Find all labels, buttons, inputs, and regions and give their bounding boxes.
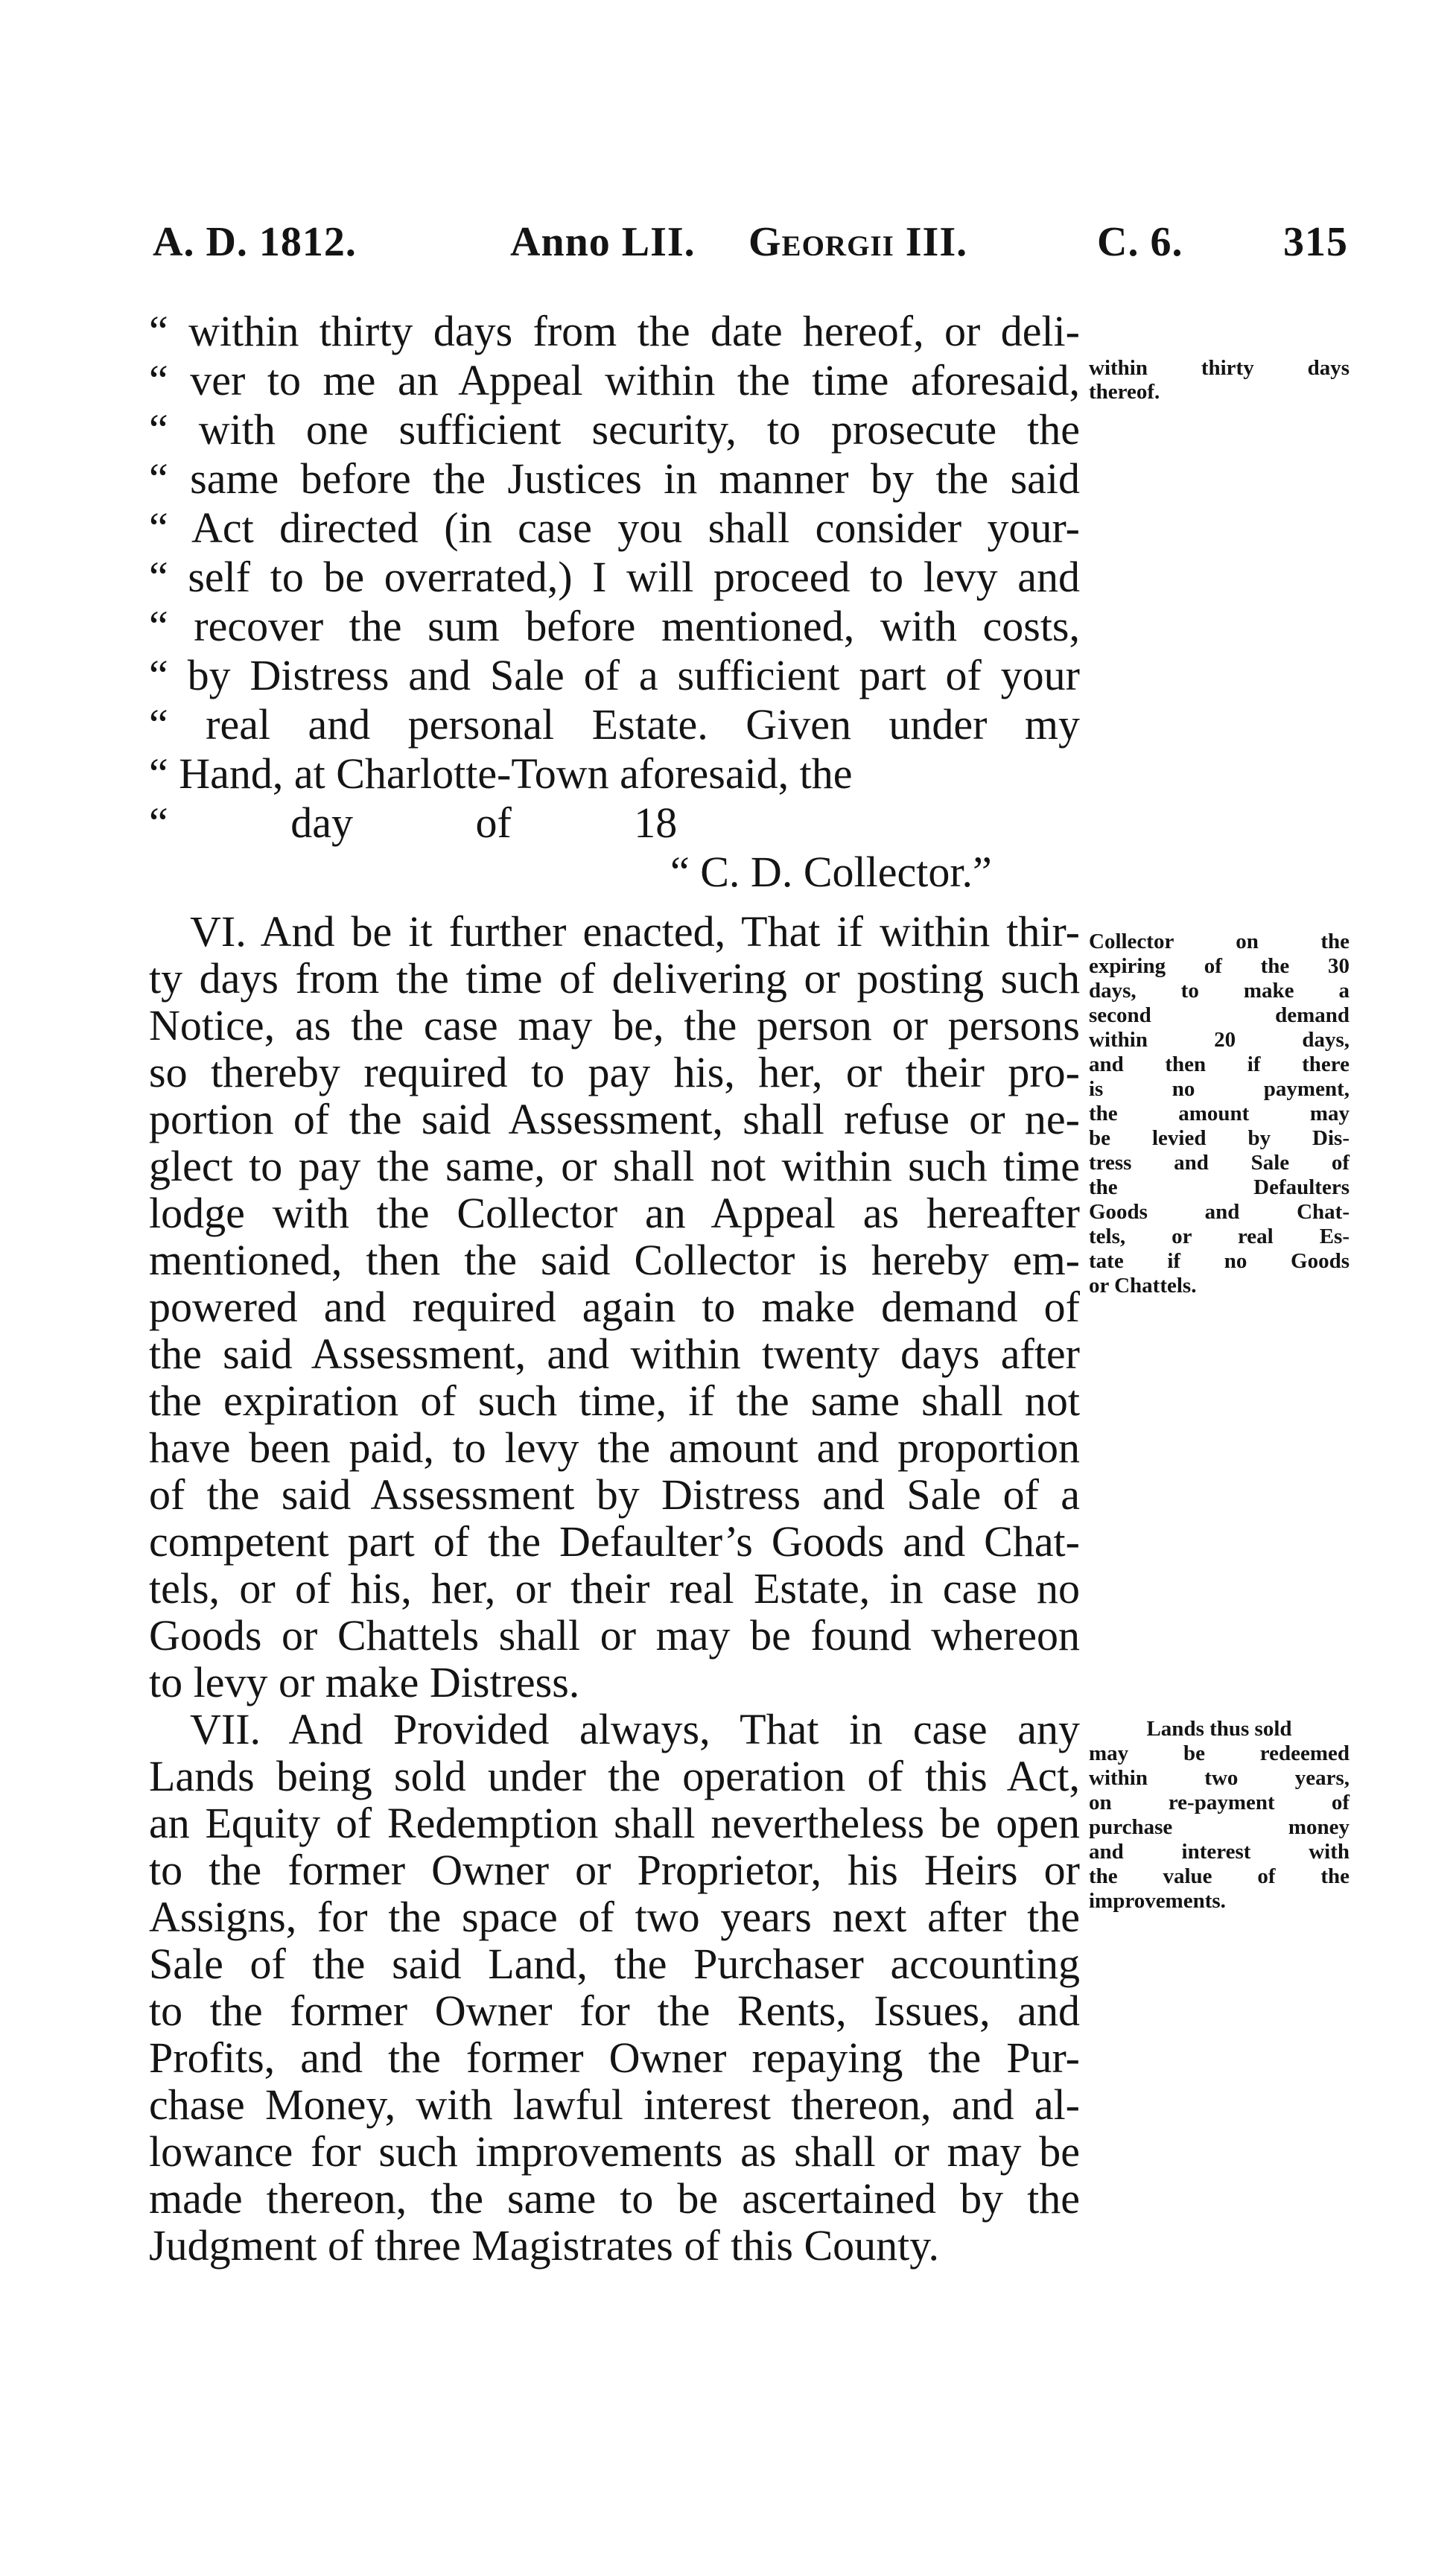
marginal-note-line: on re-payment of — [1089, 1791, 1349, 1814]
marginal-note-line: within two years, — [1089, 1766, 1349, 1790]
text-line: “ day of 18 — [149, 798, 678, 847]
marginal-note-line: within thirty days — [1089, 356, 1349, 380]
text-line: Goods or Chattels shall or may be found whereon — [149, 1611, 1080, 1660]
text-line: have been paid, to levy the amount and proportion — [149, 1423, 1080, 1472]
marginal-note-line: Collector on the — [1089, 930, 1349, 953]
header-chapter: C. 6. — [1097, 219, 1183, 265]
text-line: competent part of the Defaulter’s Goods and Chat- — [149, 1517, 1080, 1566]
header-reign: Georgii III. — [748, 219, 968, 265]
marginal-note-line: is no payment, — [1089, 1077, 1349, 1101]
text-line: to levy or make Distress. — [149, 1658, 580, 1706]
text-line: Assigns, for the space of two years next after the — [149, 1893, 1080, 1941]
text-line: Profits, and the former Owner repaying the Pur- — [149, 2033, 1080, 2082]
text-line: the expiration of such time, if the same shall not — [149, 1376, 1080, 1425]
text-line: powered and required again to make demand of — [149, 1283, 1080, 1331]
text-line: “ by Distress and Sale of a sufficient part of your — [149, 651, 1080, 699]
marginal-note-line: tress and Sale of — [1089, 1151, 1349, 1175]
running-header — [153, 218, 1348, 278]
text-line: Lands being sold under the operation of this Act, — [149, 1752, 1080, 1800]
text-line: Sale of the said Land, the Purchaser accounting — [149, 1940, 1080, 1988]
text-line: “ Act directed (in case you shall consider your- — [149, 504, 1080, 552]
marginal-note-line: tate if no Goods — [1089, 1249, 1349, 1273]
text-line: to the former Owner or Proprietor, his Heirs or — [149, 1846, 1080, 1894]
text-line: ty days from the time of delivering or posting such — [149, 954, 1080, 1003]
text-line: “ Hand, at Charlotte-Town aforesaid, the — [149, 749, 853, 798]
marginal-note-line: expiring of the 30 — [1089, 954, 1349, 978]
marginal-note-line: tels, or real Es- — [1089, 1225, 1349, 1248]
text-line: “ ver to me an Appeal within the time aforesaid, — [149, 356, 1080, 404]
text-line: so thereby required to pay his, her, or their pro- — [149, 1048, 1080, 1096]
section-vi-start: VI. And be it further enacted, That if within thir- — [190, 907, 1080, 956]
text-line: “ real and personal Estate. Given under my — [149, 700, 1080, 749]
marginal-note-line: or Chattels. — [1089, 1274, 1197, 1298]
text-line: “ within thirty days from the date hereof, or deli- — [149, 307, 1080, 355]
marginal-note-line: improvements. — [1089, 1889, 1226, 1913]
text-line: chase Money, with lawful interest thereon, and al- — [149, 2080, 1080, 2129]
text-line: glect to pay the same, or shall not within such time — [149, 1142, 1080, 1190]
marginal-note-line: second demand — [1089, 1003, 1349, 1027]
text-line: “ same before the Justices in manner by the said — [149, 454, 1080, 503]
marginal-note-line: thereof. — [1089, 380, 1160, 404]
marginal-note-line: be levied by Dis- — [1089, 1126, 1349, 1150]
text-line: made thereon, the same to be ascertained by the — [149, 2174, 1080, 2223]
marginal-note-line: the value of the — [1089, 1864, 1349, 1888]
text-line: to the former Owner for the Rents, Issues, and — [149, 1987, 1080, 2035]
header-anno: Anno LII. — [510, 219, 696, 265]
marginal-note-line: the amount may — [1089, 1102, 1349, 1125]
text-line: the said Assessment, and within twenty days after — [149, 1330, 1080, 1378]
marginal-note-line: may be redeemed — [1089, 1741, 1349, 1765]
text-line: “ self to be overrated,) I will proceed to levy and — [149, 553, 1080, 601]
marginal-note-line: and then if there — [1089, 1052, 1349, 1076]
text-line: an Equity of Redemption shall nevertheless be open — [149, 1799, 1080, 1847]
text-line: “ with one sufficient security, to prosecute the — [149, 405, 1080, 454]
text-line: lodge with the Collector an Appeal as hereafter — [149, 1189, 1080, 1237]
marginal-note-line: Lands thus sold — [1146, 1717, 1292, 1741]
text-line: “ recover the sum before mentioned, with costs, — [149, 602, 1080, 650]
marginal-note-line: Goods and Chat- — [1089, 1200, 1349, 1224]
text-line: of the said Assessment by Distress and Sale of a — [149, 1470, 1080, 1519]
text-line: Notice, as the case may be, the person or persons — [149, 1001, 1080, 1049]
page-number: 315 — [1283, 219, 1348, 265]
header-date: A. D. 1812. — [153, 219, 357, 265]
text-line: Judgment of three Magistrates of this County. — [149, 2221, 940, 2270]
text-line: portion of the said Assessment, shall refuse or ne- — [149, 1095, 1080, 1143]
marginal-note-line: days, to make a — [1089, 979, 1349, 1003]
text-line: tels, or of his, her, or their real Estate, in case no — [149, 1564, 1080, 1613]
marginal-note-line: purchase money — [1089, 1815, 1349, 1839]
marginal-note-line: the Defaulters — [1089, 1175, 1349, 1199]
marginal-note-line: and interest with — [1089, 1840, 1349, 1864]
text-line: lowance for such improvements as shall or may be — [149, 2127, 1080, 2176]
section-vii-start: VII. And Provided always, That in case any — [190, 1705, 1080, 1753]
text-line: mentioned, then the said Collector is hereby em- — [149, 1236, 1080, 1284]
signature-line: “ C. D. Collector.” — [670, 848, 992, 896]
marginal-note-line: within 20 days, — [1089, 1028, 1349, 1052]
